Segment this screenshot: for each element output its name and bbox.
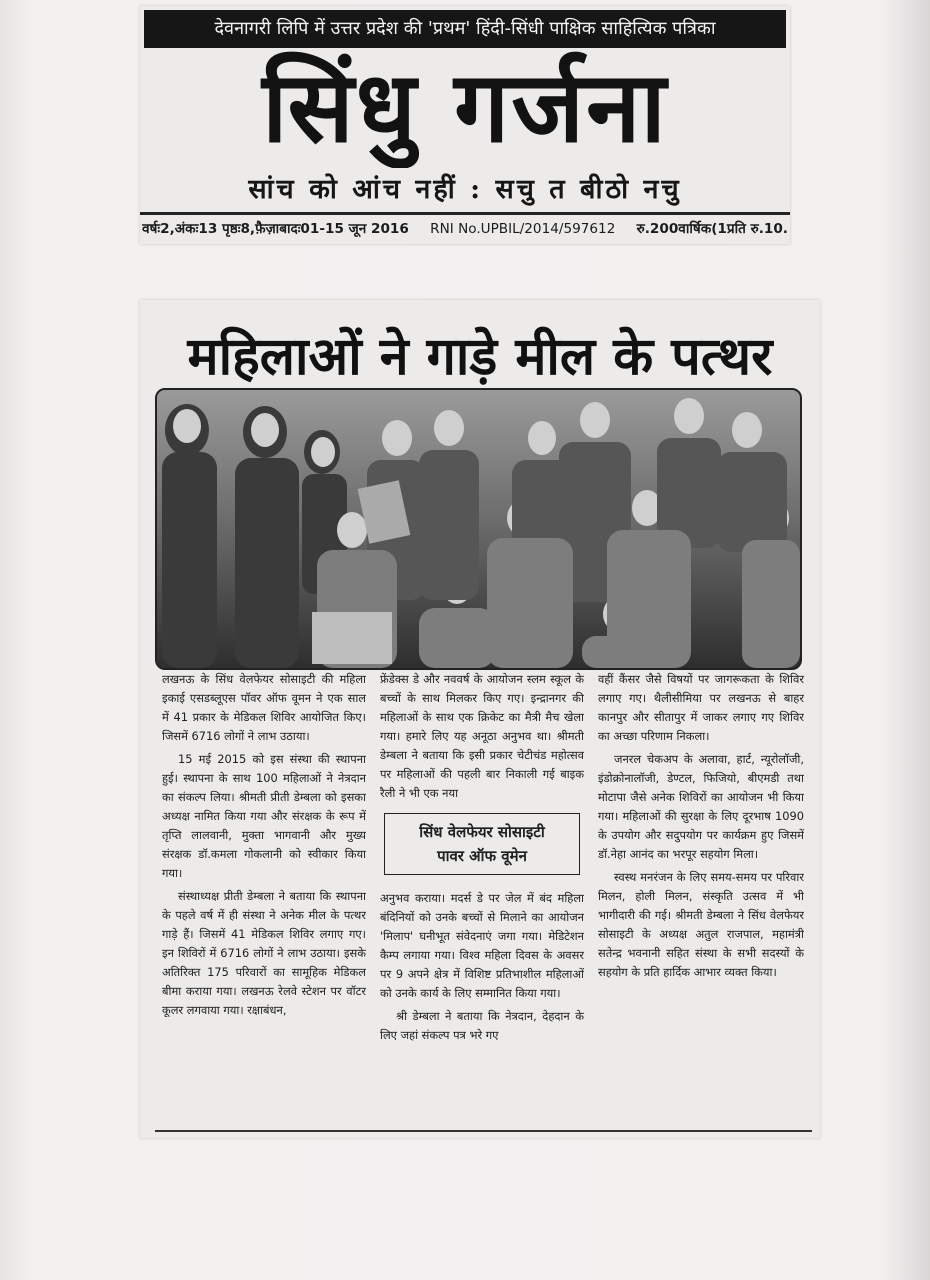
- newspaper-masthead: [140, 6, 790, 244]
- paragraph: श्री डेम्बला ने बताया कि नेत्रदान, देहदान के लिए जहां संकल्प पत्र भरे गए: [380, 1009, 584, 1042]
- paragraph: स्वस्थ मनरंजन के लिए समय-समय पर परिवार मिलन, होली मिलन, संस्कृति उत्सव में भी भागीदारी की गई। श्रीमती डेम्बला ने सिंध वेलफेयर सोसाइटी के अध्यक्ष अतुल राजपाल, महामंत्री सतेन्द्र भवनानी सहित संस्था के सभी सदस्यों के सहयोग के प्रति हार्दिक आभार व्यक्त किया।: [598, 870, 804, 979]
- rni-number: RNI No.UPBIL/2014/597612: [430, 221, 616, 237]
- paragraph: लखनऊ के सिंध वेलफेयर सोसाइटी की महिला इकाई एसडब्लूएस पॉवर ऑफ वूमन ने एक साल में 41 प्रकार के मेडिकल शिविर आयोजित किए। जिसमें 6716 लोगों ने लाभ उठाया।: [162, 672, 366, 743]
- group-photo: [155, 388, 802, 670]
- article-headline: महिलाओं ने गाड़े मील के पत्थर: [187, 326, 773, 387]
- subscription-price: रु.200वार्षिक(1प्रति रु.10.: [636, 221, 788, 237]
- highlight-box: [384, 813, 580, 875]
- masthead-rule: [140, 212, 790, 215]
- box-line: सिंध वेलफेयर सोसाइटी: [419, 823, 545, 841]
- newspaper-tagline: सांच को आंच नहीं : सचु त बीठो नचु: [248, 174, 682, 205]
- news-article: [140, 300, 820, 1138]
- box-line: पावर ऑफ वूमेन: [437, 847, 527, 865]
- group-photo-image: [157, 390, 800, 668]
- masthead-strip: देवनागरी लिपि में उत्तर प्रदेश की 'प्रथम' हिंदी-सिंधी पाक्षिक साहित्यिक पत्रिका: [144, 10, 786, 48]
- paragraph: जनरल चेकअप के अलावा, हार्ट, न्यूरोलॉजी, इंडोक्रोनालॉजी, डेण्टल, फिजियो, बीएमडी तथा मोटापा जैसे अनेक शिविरों का आयोजन भी किया गया। महिलाओं की सुरक्षा के लिए दूरभाष 1090 के उपयोग और सदुपयोग पर कार्यक्रम हुए जिसमें डॉ.नेहा आनंद का भरपूर सहयोग मिला।: [598, 752, 804, 861]
- paragraph: फ्रेंडेक्स डे और नववर्ष के आयोजन स्लम स्कूल के बच्चों के साथ मिलकर किए गए। इन्द्रानगर की महिलाओं के साथ एक क्रिकेट का मैत्री मैच खेला गया। हमारे लिए यह अनूठा अनुभव था। श्रीमती डेम्बला ने बताया कि इसी प्रकार चेटीचंड महोत्सव पर महिलाओं की पहली बार निकाली गई बाइक रैली ने भी एक नया: [380, 672, 584, 800]
- article-bottom-rule: [155, 1130, 812, 1132]
- article-column-1: [162, 670, 366, 1120]
- issue-info-line: [142, 216, 788, 242]
- paragraph: संस्थाध्यक्ष प्रीती डेम्बला ने बताया कि स्थापना के पहले वर्ष में ही संस्था ने अनेक मील के पत्थर गाड़े हैं। जिसमें 41 मेडिकल शिविर लगाए गए। इन शिविरों में 6716 लोगों ने लाभ उठाया। इसके अतिरिक्त 175 परिवारों का सामूहिक मेडिकल बीमा कराया गया। लखनऊ रेलवे स्टेशन पर वॉटर कूलर लगवाया गया। रक्षाबंधन,: [162, 889, 366, 1017]
- article-column-2: [380, 670, 584, 1120]
- paragraph: अनुभव कराया। मदर्स डे पर जेल में बंद महिला बंदिनियों को उनके बच्चों से मिलाने का आयोजन 'मिलाप' घनीभूत संवेदनाएं जगा गया। मेडिटेशन कैम्प लगाया गया। विश्व महिला दिवस के अवसर पर 9 अपने क्षेत्र में विशिष्ट प्रतिभाशील महिलाओं को उनके कार्य के लिए सम्मानित किया गया।: [380, 891, 584, 1000]
- paragraph: 15 मई 2015 को इस संस्था की स्थापना हुई। स्थापना के साथ 100 महिलाओं ने नेत्रदान का संकल्प लिया। श्रीमती प्रीती डेम्बला को इसका अध्यक्ष नामित किया गया और संरक्षक के रूप में तृप्ति लालवानी, मुक्ता भागवानी और मुख्य संरक्षक डॉ.कमला गोकलानी को स्वीकार किया गया।: [162, 752, 366, 880]
- issue-details: वर्षः2,अंकः13 पृष्ठः8,फ़ैज़ाबादः01-15 जून 2016: [142, 221, 409, 237]
- newspaper-title: सिंधु गर्जना: [262, 50, 668, 165]
- article-column-3: [598, 670, 804, 1120]
- paragraph: वहीं कैंसर जैसे विषयों पर जागरूकता के शिविर लगाए गए। थैलीसीमिया पर लखनऊ से बाहर कानपुर और सीतापुर में जाकर लगाए गए शिविर का अच्छा परिणाम निकला।: [598, 672, 804, 743]
